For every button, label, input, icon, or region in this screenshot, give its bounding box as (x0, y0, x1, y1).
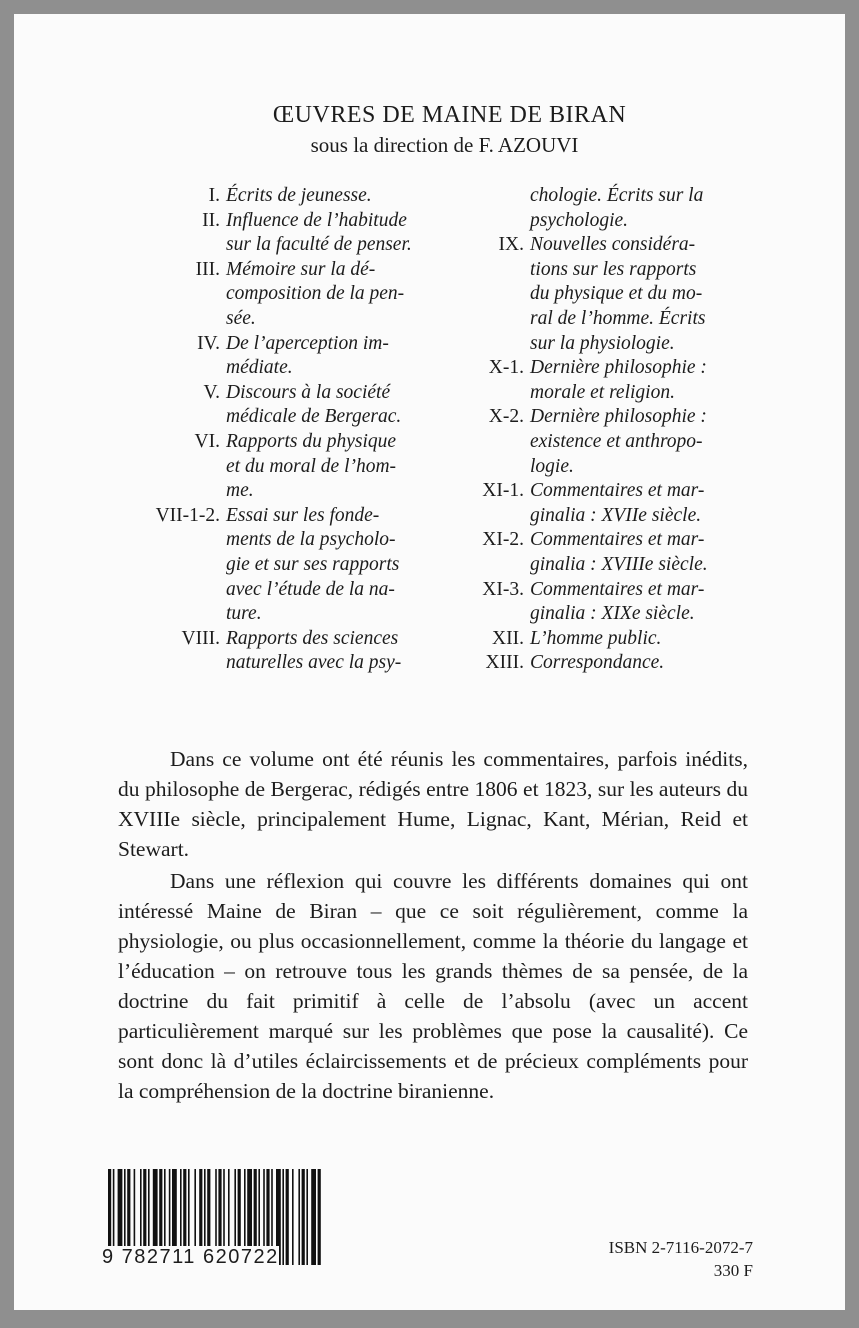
volume-entry (154, 332, 454, 381)
volume-list-right (444, 184, 764, 676)
volume-number: III. (195, 258, 220, 280)
volume-entry (154, 381, 454, 430)
volume-entry (444, 651, 764, 676)
series-subtitle: sous la direction de F. AZOUVI (310, 133, 579, 157)
volume-number: I. (208, 185, 220, 206)
volume-number: XIII. (485, 652, 524, 674)
volume-title-continuation: psychologie. (530, 209, 629, 231)
volume-number: IV. (197, 332, 220, 354)
barcode-bar (286, 1169, 289, 1265)
volume-number: X-2. (488, 406, 524, 428)
volume-entry (444, 578, 764, 627)
volume-title-continuation: chologie. Écrits sur la (530, 185, 704, 206)
volume-number: IX. (498, 234, 524, 256)
volume-title: Influence de l’habitude sur la faculté de penser. (226, 209, 412, 256)
volume-number: V. (203, 381, 220, 403)
volume-number: VIII. (181, 627, 220, 649)
volume-list-left (154, 184, 454, 676)
volume-entry (154, 258, 454, 332)
volume-entry (154, 209, 454, 258)
barcode-bar (302, 1169, 305, 1265)
volume-title: Essai sur les fonde- ments de la psycholo- gie et sur ses rapports avec l’étude de la na- ture. (226, 504, 400, 625)
series-title: ŒUVRES DE MAINE DE BIRAN (272, 102, 627, 128)
description-paragraph-2: Dans une réflexion qui couvre les différents domaines qui ont intéressé Maine de Biran – que ce soit régulièrement, comme la physiologie, ou plus occasionnellement, comme la théorie du langage et l’éducation – on retrouve tous les grands thèmes de sa pensée, de la doctrine du fait primitif à celle de l’absolu (avec un accent particulièrement marqué sur les problèmes que pose la causalité). Ce sont donc là d’utiles éclaircissements et de précieux compléments pour la compréhension de la doctrine biranienne. (118, 869, 748, 1103)
volume-title: L’homme public. (530, 627, 662, 649)
volume-number: XII. (492, 627, 524, 649)
volume-title: Mémoire sur la dé- composition de la pen- sée. (226, 258, 405, 329)
volume-entry (444, 479, 764, 528)
volume-entry (154, 504, 454, 627)
volume-title: Dernière philosophie : existence et anthropo- logie. (530, 406, 707, 477)
volume-entry (444, 356, 764, 405)
volume-entry (154, 184, 454, 209)
volume-number: XI-1. (482, 480, 524, 502)
price: 330 F (713, 1261, 753, 1280)
description-paragraph-1: Dans ce volume ont été réunis les commentaires, parfois inédits, du philosophe de Bergerac, rédigés entre 1806 et 1823, sur les auteurs du XVIIIe siècle, principalement Hume, Lignac, Kant, Mérian, Reid et Stewart. (118, 747, 748, 861)
barcode-digits: 9 782711 620722 (102, 1246, 279, 1268)
volume-number: II. (202, 209, 220, 231)
volume-number: X-1. (488, 357, 524, 379)
volume-title: Commentaires et mar- ginalia : XIXe siècle. (530, 578, 705, 625)
barcode-bar (318, 1169, 321, 1265)
barcode-bar (282, 1169, 284, 1265)
volume-title: Commentaires et mar- ginalia : XVIIe siècle. (530, 480, 705, 526)
volume-entry (444, 528, 764, 577)
volume-entry (444, 627, 764, 652)
volume-title: Rapports du physique et du moral de l’hom- me. (226, 430, 397, 502)
volume-title: Rapports des sciences naturelles avec la psy- (226, 627, 402, 674)
volume-number: XI-2. (482, 529, 524, 551)
barcode-bar (306, 1169, 308, 1265)
volume-title: Nouvelles considéra- tions sur les rapports du physique et du mo- ral de l’homme. Écrits sur la physiologie. (530, 234, 706, 354)
barcode-bar (292, 1169, 294, 1265)
volume-title: Correspondance. (530, 652, 665, 674)
series-header (14, 102, 845, 158)
volume-title: Discours à la société médicale de Bergerac. (226, 381, 402, 428)
volume-entry (444, 405, 764, 479)
volume-title: Écrits de jeunesse. (226, 185, 372, 206)
volume-entry (444, 233, 764, 356)
volume-entry (154, 430, 454, 504)
volume-number: XI-3. (482, 578, 524, 600)
isbn-number: ISBN 2-7116-2072-7 (608, 1238, 753, 1257)
volume-number: VI. (194, 430, 220, 452)
volume-title: Dernière philosophie : morale et religion. (530, 357, 707, 403)
back-cover (14, 14, 845, 1310)
volume-entry (154, 627, 454, 676)
barcode-bar (298, 1169, 300, 1265)
volume-title: De l’aperception im- médiate. (226, 332, 389, 379)
barcode-bar (311, 1169, 316, 1265)
isbn-block (609, 1236, 753, 1282)
volume-title: Commentaires et mar- ginalia : XVIIIe siècle. (530, 529, 708, 575)
volume-number: VII-1-2. (155, 504, 220, 526)
